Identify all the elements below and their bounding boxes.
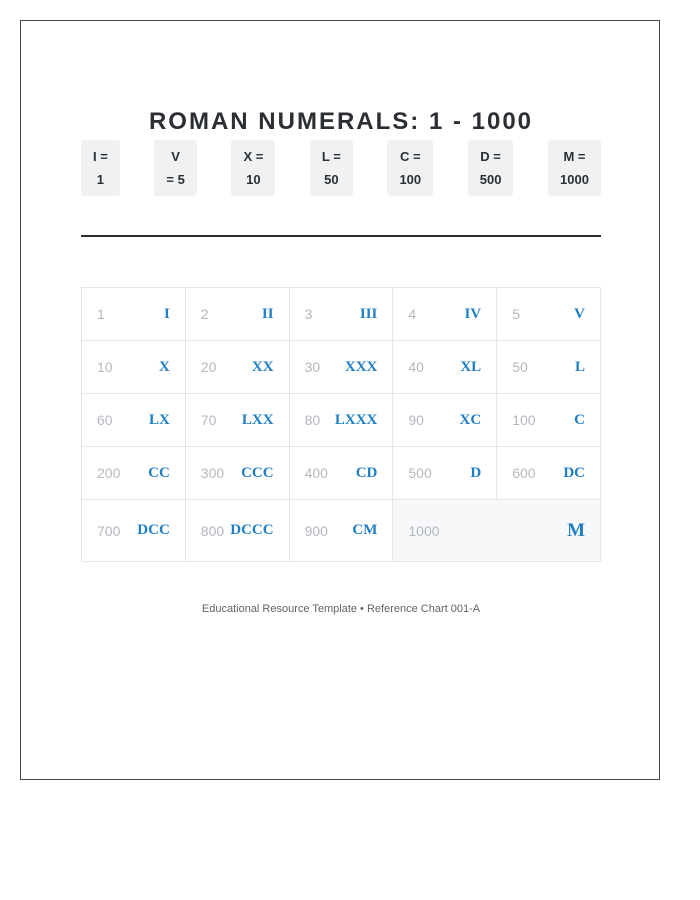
roman-numeral: CM [352,522,378,538]
roman-numeral: M [567,519,585,541]
footer-caption: Educational Resource Template • Reference Chart 001-A [201,603,481,615]
arabic-number: 1000 [408,522,440,539]
key-box-x [231,140,275,196]
arabic-number: 90 [408,412,424,428]
roman-numeral: LXX [241,411,274,428]
roman-numeral: D [470,464,482,481]
key-symbol: X = [243,149,264,164]
table-cell [393,394,497,447]
key-symbol: I = [93,149,108,164]
roman-numeral: XX [251,358,274,375]
arabic-number: 600 [512,465,536,481]
arabic-number: 3 [304,306,313,322]
arabic-number: 700 [97,522,121,539]
arabic-number: 50 [512,359,528,375]
table-cell [497,288,601,341]
table-cell-highlight [393,500,601,562]
table-cell [82,394,186,447]
roman-numeral: XC [459,411,482,428]
table-cell [186,447,290,500]
roman-numeral: LX [148,411,170,428]
roman-numeral: V [574,305,585,322]
arabic-number: 80 [304,412,321,428]
key-symbol: C = [399,149,421,164]
page-title: ROMAN NUMERALS: 1 - 1000 [148,108,534,135]
table-cell [290,447,394,500]
arabic-number: 40 [408,359,424,375]
table-cell [82,288,186,341]
arabic-number: 300 [200,465,225,481]
table-cell [393,288,497,341]
roman-numeral: DCC [137,522,170,538]
arabic-number: 4 [408,306,417,322]
table-cell [290,500,394,562]
arabic-number: 10 [97,359,113,375]
key-box-v [154,140,196,196]
table-cell [393,447,497,500]
roman-numeral: L [574,358,585,375]
table-cell [82,341,186,394]
roman-numeral: DCCC [230,522,274,538]
table-cell [497,341,601,394]
key-symbol: L = [321,149,341,164]
arabic-number: 400 [304,465,328,481]
key-box-m [548,140,601,196]
key-value: 500 [479,172,502,187]
roman-numeral: CCC [241,464,274,481]
table-cell [82,447,186,500]
table-cell [497,447,601,500]
key-value: 1 [96,172,105,187]
table-cell [82,500,186,562]
roman-numeral: IV [464,305,482,322]
key-box-l [310,140,353,196]
roman-numeral: II [261,305,274,322]
key-box-c [387,140,433,196]
key-box-d [468,140,514,196]
table-cell [290,394,394,447]
arabic-number: 200 [97,465,121,481]
key-value: 50 [324,172,339,187]
roman-numeral: LXXX [334,411,378,428]
arabic-number: 30 [304,359,321,375]
table-cell [186,341,290,394]
reference-chart-page [20,20,660,780]
arabic-number: 900 [304,522,328,539]
section-divider [81,235,601,237]
roman-numeral: XXX [344,358,378,375]
roman-numeral: XL [460,358,482,375]
key-symbol: M = [563,149,586,164]
symbol-key [81,140,601,196]
key-symbol: D = [480,149,501,164]
arabic-number: 500 [408,465,432,481]
roman-numeral: X [158,358,170,375]
roman-numeral: C [574,411,585,428]
table-cell [186,394,290,447]
table-cell [186,288,290,341]
roman-numeral: DC [563,464,585,481]
key-value: 1000 [560,172,589,187]
arabic-number: 5 [512,306,520,322]
roman-numeral: CD [355,464,378,481]
roman-numeral: CC [148,464,170,481]
arabic-number: 100 [512,412,536,428]
table-cell [290,288,394,341]
key-symbol: V [171,149,180,164]
key-box-i [81,140,120,196]
numeral-table [81,287,601,561]
key-value: 10 [246,172,261,187]
key-value: 100 [399,172,422,187]
table-cell [186,500,290,562]
arabic-number: 800 [200,522,225,539]
arabic-number: 1 [97,306,105,322]
table-cell [290,341,394,394]
key-value: = 5 [166,172,185,187]
arabic-number: 70 [200,412,217,428]
arabic-number: 2 [200,306,209,322]
arabic-number: 60 [97,412,113,428]
table-cell [393,341,497,394]
table-cell [497,394,601,447]
roman-numeral: III [359,305,378,322]
arabic-number: 20 [200,359,217,375]
roman-numeral: I [163,305,170,322]
